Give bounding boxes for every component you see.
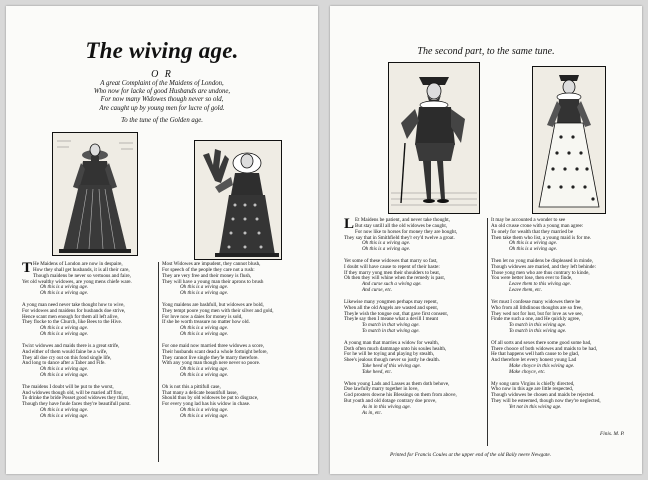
verse-line: They wed not for lust, but for love as we see, — [491, 310, 583, 317]
verse-line: Hence scant men enough for them all left alive, — [22, 313, 119, 320]
printer-imprint: Printed for Francis Coules at the upper end of the old Baily neere Newgate. — [390, 452, 552, 458]
refrain-line: Oh this is a wiving age. — [509, 246, 558, 253]
refrain-line: Oh this is a wiving age. — [180, 284, 229, 291]
verse-line: Twixt widowes and maids there is a great strife, — [22, 342, 120, 349]
verse-line: Though maidens be never so vertuous and faire, — [33, 272, 131, 279]
verse-line: You were better lose, then ever to finde, — [491, 275, 573, 282]
verse-line: Of all sorts and sexes there some good some bad, — [491, 339, 592, 346]
woodcut-lady-left — [52, 132, 138, 256]
refrain-line: Oh this is a wiving age. — [40, 331, 89, 338]
verse-line: Shee's jealous though never so justly he dealth. — [344, 357, 440, 364]
ballad-subtitle — [46, 80, 278, 113]
verse-line: Doe lawfully marry together in love, — [344, 386, 419, 393]
refrain-line: Oh this is a wiving age. — [40, 325, 89, 332]
refrain-line: Yet not in this wiving age. — [509, 404, 562, 410]
verse-line: An old crusse crone with a young man agree: — [491, 222, 584, 229]
right-column-1 — [344, 218, 484, 417]
verse-line: They say that in Smithfield they'r ery'd twelve a groat. — [344, 234, 455, 241]
verse-line: Oh is not this a pittifull case, — [162, 383, 221, 390]
verse-line: Those yong men who are thus contrary to kinde, — [491, 269, 590, 276]
second-part-title: The second part, to the same tune. — [417, 46, 555, 57]
verse-line: Though they have foule faces they're beautifull purst. — [22, 401, 131, 408]
finis-signature: Finis. M. P. — [600, 431, 625, 437]
column-divider — [158, 262, 159, 462]
ballad-page-right — [330, 6, 642, 474]
refrain-line: Oh this is a wiving age. — [180, 412, 229, 419]
refrain-line: Oh this is a wiving age. — [180, 372, 229, 379]
refrain-line: Oh this is a wiving age. — [180, 407, 229, 414]
verse-line: He that happens well hath cause to be glad, — [491, 351, 580, 358]
refrain-line: Oh this is a wiving age. — [40, 412, 89, 419]
subtitle-line: Are caught up by young men for lucre of gold. — [99, 104, 225, 112]
column-divider — [487, 218, 488, 446]
refrain-line: To match in that wiving age. — [362, 328, 420, 335]
verse-line: For speech of the people they care not a rush: — [162, 266, 255, 273]
verse-line: Who now in this age are little respected, — [491, 386, 574, 393]
verse-line: Should thus by old widowes be put to disgrace, — [162, 395, 259, 402]
refrain-line: To match in this wiving age. — [509, 328, 567, 335]
verse-line: Though widowes are maried, and they left behinde: — [491, 263, 596, 270]
verse-line: And long to dance after a Taber and Fife. — [22, 360, 106, 367]
verse-line: Though widowes be chosen and maids be rejected. — [491, 392, 595, 399]
verse-line: There chooce of both widowes and maids to be had, — [491, 345, 598, 352]
verse-line: Their husbands scant dead a whole fortnight before, — [162, 348, 268, 355]
refrain-line: Oh this is a wiving age. — [40, 372, 89, 379]
refrain-line: Oh this is a wiving age. — [40, 407, 89, 414]
verse-line: To onely for wealth that they married be — [491, 228, 574, 235]
verse-line: When young Lads and Lasses as them doth behove, — [344, 380, 450, 387]
verse-line: They cannot live single they'le marry therefore. — [162, 354, 259, 361]
verse-line: It may be accounted a wonder to see — [491, 217, 566, 223]
verse-line: Likewise many yongmen perhaps may repent, — [344, 298, 438, 305]
refrain-line: Make choyce in this wiving age. — [509, 363, 575, 370]
refrain-line: Leave them to this wiving age. — [509, 281, 571, 288]
verse-line: For every yong lad has his widow in chase. — [162, 401, 251, 408]
verse-line: Theyle say then I meane what a devill I meant — [344, 316, 439, 323]
verse-line: They tempt poore yong men with their silver and gold, — [162, 307, 274, 314]
woodcut-gentleman — [388, 62, 480, 214]
refrain-line: Make choyce, etc. — [509, 368, 546, 375]
verse-line: They all doe cry out on this fond single life, — [22, 354, 112, 361]
verse-line: They will be esteemed, though now they're neglected, — [491, 398, 601, 405]
verse-line: Then take them who list, a young maid is for me. — [491, 234, 592, 241]
verse-line: But stay untill all the old widowes be caught, — [355, 222, 448, 229]
refrain-line: Oh this is a wiving age. — [362, 240, 411, 247]
verse-line: And widowes though old, will be maried aff first, — [22, 389, 123, 396]
verse-line: To drinke the bride Posset good widowes they thirst, — [22, 395, 130, 402]
refrain-line: Oh this is a wiving age. — [362, 246, 411, 253]
verse-line: Most Widowes are impudent, they cannot blush, — [162, 261, 261, 267]
verse-line: And therefore let every honest young Lad — [491, 357, 577, 364]
verse-line: Et Maidens be patient, and never take thought, — [355, 217, 450, 223]
subtitle-line: For now many Widowes though never so old, — [100, 96, 224, 104]
verse-line: That many a delicate beautifull lasse, — [162, 389, 238, 396]
verse-line: They will have a young man their aprons to brush — [162, 278, 264, 285]
refrain-line: As in in this wiving age. — [362, 404, 411, 410]
verse-line: A yong man need never take thought how to wive, — [22, 301, 125, 308]
refrain-line: And curse, etc. — [362, 287, 393, 294]
refrain-line: Oh this is a wiving age. — [180, 331, 229, 338]
refrain-line: As in, etc. — [362, 409, 383, 416]
verse-line: Then let no yong maidens be displeased in minde, — [491, 257, 593, 264]
verse-line: But youth and old dotage contrary doe prove, — [344, 398, 437, 405]
verse-line: How they shall get husbands, it is all their care, — [33, 266, 130, 273]
refrain-line: To match in that wiving age. — [362, 322, 420, 329]
verse-line: For he will be toying and playing by stealth, — [344, 351, 435, 358]
refrain-line: And curse such a wiving age. — [362, 281, 422, 288]
verse-line: If they marry yong men their shoulders to beat, — [344, 269, 441, 276]
refrain-line: Oh this is a wiving age. — [40, 290, 89, 297]
verse-line: My song unto Virgins is chiefly directed, — [491, 380, 575, 387]
refrain-line: Take heed, etc. — [362, 368, 393, 375]
ballad-title: The wiving age. — [85, 38, 239, 63]
verse-line: Yet old wealthy widowes, are yong mens chiefe ware. — [22, 278, 132, 285]
subtitle-line: Who now for lacke of good Husbands are undone, — [93, 88, 231, 96]
verse-line: I doubt will have cause to repent of their haste: — [344, 263, 440, 270]
subtitle-line: A great Complaint of the Maidens of London, — [100, 80, 224, 87]
verse-line: Who from all lithdinous thoughts are so free, — [491, 304, 583, 311]
right-column-2 — [491, 218, 637, 411]
verse-line: Oh then they will whine when the remedy is past, — [344, 275, 446, 282]
refrain-line: Oh this is a wiving age. — [40, 366, 89, 373]
woodcut-lady-right — [532, 66, 606, 214]
drop-cap: T — [22, 260, 33, 276]
verse-line: They are very free and their money is flush, — [162, 272, 252, 279]
tune-line: To the tune of the Golden age. — [121, 117, 203, 124]
verse-line: If she be worth treasure no matter how old. — [162, 319, 250, 326]
verse-line: For love now a daies for money is sold, — [162, 313, 243, 320]
verse-line: When all the old Angels are wasted and spent, — [344, 304, 439, 311]
verse-line: The maidens I doubt will be put to the worst, — [22, 383, 114, 390]
verse-line: Finde me such a one, and He quickly agree, — [491, 316, 581, 323]
refrain-line: To match in this wiving age. — [509, 322, 567, 329]
woodcut-lady-bouquet — [194, 140, 282, 260]
refrain-line: Take heed of this wiving age. — [362, 363, 421, 370]
verse-line: For now like to horses for money they are bought, — [355, 228, 458, 235]
refrain-line: Oh this is a wiving age. — [180, 290, 229, 297]
refrain-line: Oh this is a wiving age. — [180, 366, 229, 373]
refrain-line: Oh this is a wiving age. — [180, 325, 229, 332]
verse-line: Yong maidens are bashfull, but widowes are bold, — [162, 301, 264, 308]
verse-line: Doth often much dammage unto his soules health, — [344, 345, 447, 352]
left-column-2 — [162, 262, 310, 420]
verse-line: God prosters downe his Blessings on them from above, — [344, 392, 457, 399]
ballad-page-left — [6, 6, 318, 474]
refrain-line: Oh this is a wiving age. — [40, 284, 89, 291]
left-column-1 — [22, 262, 154, 420]
verse-line: With any yong man though nere never so poore. — [162, 360, 261, 367]
verse-line: For widowes and maidens for husbands doe strive, — [22, 307, 126, 314]
verse-line: He Maidens of London are now in despaire, — [33, 261, 123, 267]
verse-line: They flocke to the Church, like Bees to the Hive. — [22, 319, 123, 326]
verse-line: And either of them would faine be a wife, — [22, 348, 108, 355]
verse-line: Yet must I confesse many widowes there be — [491, 298, 581, 305]
verse-line: Theyle wish the tongue out, that gave first consent, — [344, 310, 449, 317]
title-or: O R — [151, 69, 173, 80]
refrain-line: Leave them, etc. — [509, 287, 543, 294]
verse-line: Yet some of these widowes that marry so fast, — [344, 257, 438, 264]
drop-cap: L — [344, 216, 355, 232]
verse-line: A young man that marries a widow for wealth, — [344, 339, 439, 346]
refrain-line: Oh this is a wiving age. — [509, 240, 558, 247]
verse-line: For one maid now married three widowes a score, — [162, 342, 264, 349]
